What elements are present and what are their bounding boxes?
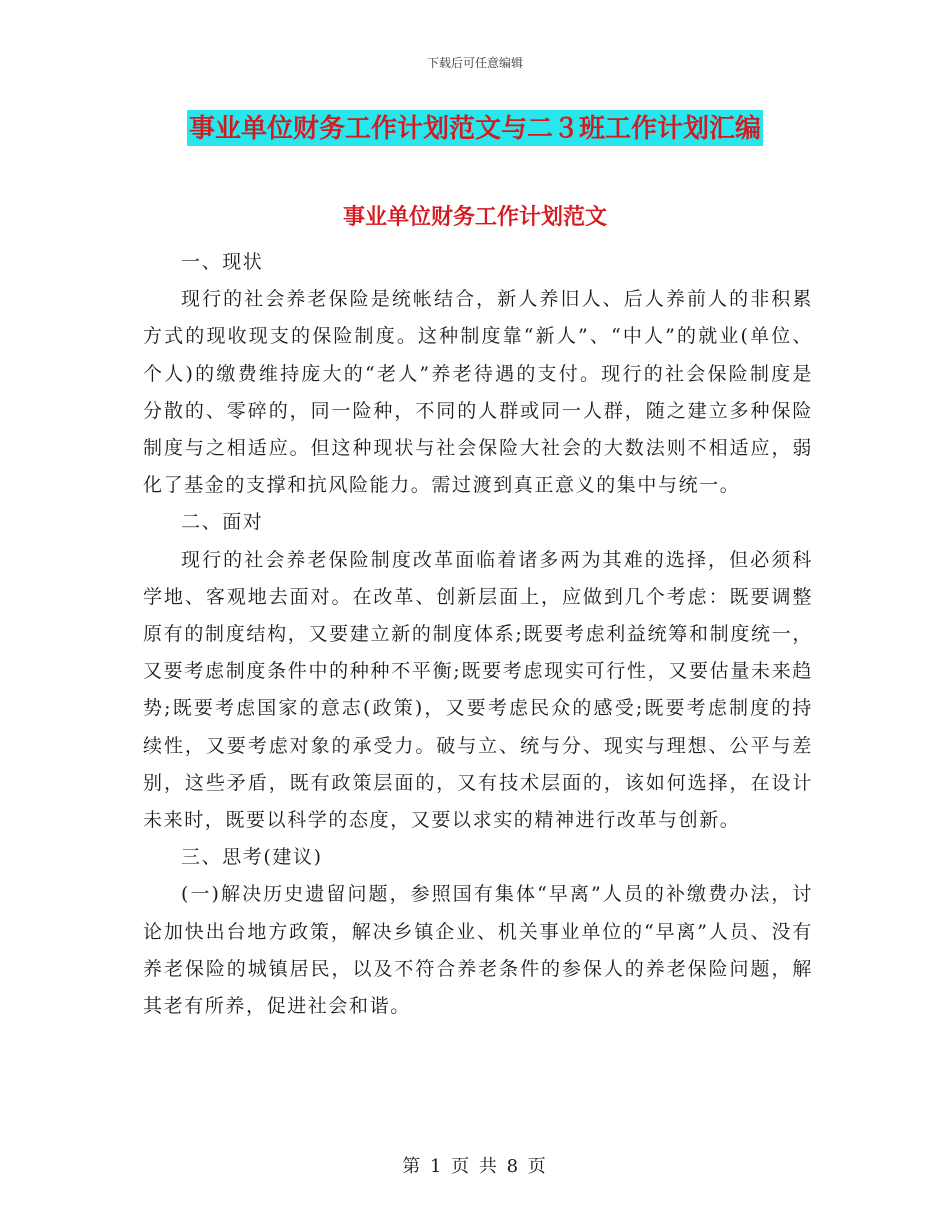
heading-facing: 二、面对 — [181, 511, 264, 534]
doc-title: 事业单位财务工作计划范文与二３班工作计划汇编 — [187, 110, 763, 146]
document-body — [143, 244, 813, 1025]
page-footer: 第 1 页 共 8 页 — [402, 1156, 548, 1177]
header-note: 下载后可任意编辑 — [426, 56, 523, 70]
doc-title-container — [0, 110, 950, 146]
section-title: 事业单位财务工作计划范文 — [342, 205, 607, 230]
paragraph-facing: 现行的社会养老保险制度改革面临着诸多两为其难的选择，但必须科学地、客观地去面对。在改革、创新层面上，应做到几个考虑：既要调整原有的制度结构，又要建立新的制度体系;既要考虑利益统筹和制度统一，又要考虑制度条件中的种种不平衡;既要考虑现实可行性，又要估量未来趋势;既要考虑国家的意志(政策)，又要考虑民众的感受;既要考虑制度的持续性，又要考虑对象的承受力。破与立、统与分、现实与理想、公平与差别，这些矛盾，既有政策层面的，又有技术层面的，该如何选择，在设计未来时，既要以科学的态度，又要以求实的精神进行改革与创新。 — [143, 548, 813, 832]
heading-current-status: 一、现状 — [181, 251, 264, 273]
paragraph-suggestion-1: (一)解决历史遗留问题，参照国有集体“早离”人员的补缴费办法，讨论加快出台地方政策，解决乡镇企业、机关事业单位的“早离”人员、没有养老保险的城镇居民，以及不符合养老条件的参保人的养老保险问题，解其老有所养，促进社会和谐。 — [143, 883, 813, 1018]
paragraph-current-status: 现行的社会养老保险是统帐结合，新人养旧人、后人养前人的非积累方式的现收现支的保险制度。这种制度靠“新人”、“中人”的就业(单位、个人)的缴费维持庞大的“老人”养老待遇的支付。现行的社会保险制度是分散的、零碎的，同一险种，不同的人群或同一人群，随之建立多种保险制度与之相适应。但这种现状与社会保险大社会的大数法则不相适应，弱化了基金的支撑和抗风险能力。需过渡到真正意义的集中与统一。 — [143, 288, 813, 497]
heading-thinking: 三、思考(建议) — [181, 846, 323, 869]
